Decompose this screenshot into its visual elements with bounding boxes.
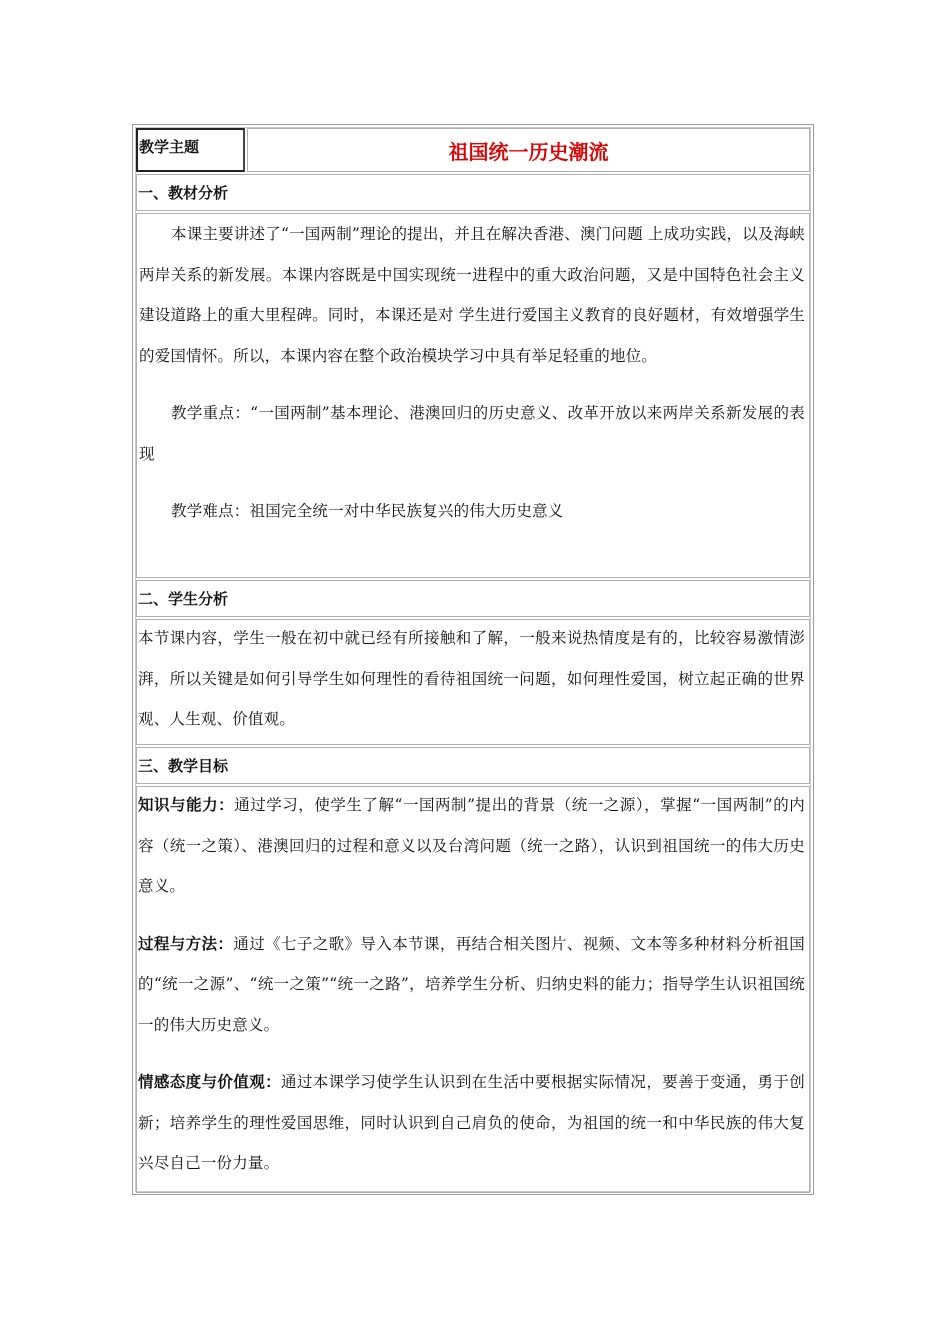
goal-knowledge	[138, 785, 805, 907]
topic-label: 教学主题	[139, 138, 200, 156]
material-body-cell	[136, 213, 810, 578]
goal-process-text: 通过《七子之歌》导入本节课，再结合相关图片、视频、文本等多种材料分析祖国的“统一之源”、“统一之策”“统一之路”，培养学生分析、归纳史料的能力；指导学生认识祖国统一的伟大历史意义。	[138, 934, 805, 1034]
key-points-paragraph: 教学重点：“一国两制”基本理论、港澳回归的历史意义、改革开放以来两岸关系新发展的表现	[139, 404, 805, 463]
goal-process-label: 过程与方法：	[138, 934, 234, 953]
material-heading-cell	[136, 174, 810, 211]
goals-heading-cell	[136, 747, 810, 784]
goal-process	[138, 924, 805, 1046]
material-heading: 一、教材分析	[138, 184, 229, 202]
goal-knowledge-text: 通过学习，使学生了解“一国两制”提出的背景（统一之源），掌握“一国两制”的内容（统一之策）、港澳回归的过程和意义以及台湾问题（统一之路），认识到祖国统一的伟大历史意义。	[138, 796, 805, 895]
students-heading: 二、学生分析	[138, 590, 229, 608]
goal-attitude-text: 通过本课学习使学生认识到在生活中要根据实际情况，要善于变通，勇于创新；培养学生的理性爱国思维，同时认识到自己肩负的使命，为祖国的统一和中华民族的伟大复兴尽自己一份力量。	[138, 1073, 805, 1172]
table-inner-frame	[135, 127, 811, 1192]
title-row	[136, 128, 810, 172]
students-body-cell	[136, 619, 810, 745]
topic-label-cell	[136, 128, 245, 172]
goals-body-cell	[136, 786, 810, 1193]
students-paragraph: 本节课内容，学生一般在初中就已经有所接触和了解，一般来说热情度是有的，比较容易激情澎湃，所以关键是如何引导学生如何理性的看待祖国统一问题，如何理性爱国，树立起正确的世界观、人生观、价值观。	[138, 629, 805, 728]
difficulties-paragraph: 教学难点：祖国完全统一对中华民族复兴的伟大历史意义	[171, 502, 564, 520]
goal-attitude	[138, 1062, 805, 1184]
goal-attitude-label: 情感态度与价值观：	[138, 1073, 281, 1091]
title-cell	[247, 128, 810, 172]
goals-heading: 三、教学目标	[138, 757, 229, 775]
students-heading-cell	[136, 580, 810, 617]
page-title: 祖国统一历史潮流	[448, 140, 609, 164]
goal-knowledge-label: 知识与能力：	[138, 796, 235, 814]
material-paragraph: 本课主要讲述了“一国两制”理论的提出，并且在解决香港、澳门问题 上成功实践，以及海峡两岸关系的新发展。本课内容既是中国实现统一进程中的重大政治问题，又是中国特色社会主义建设道路上的重大里程碑。同时，本课还是对 学生进行爱国主义教育的良好题材，有效增强学生的爱国情怀。所以，本课内容在整个政治模块学习中具有举足轻重的地位。	[139, 225, 805, 365]
lesson-plan-table	[132, 124, 814, 1195]
